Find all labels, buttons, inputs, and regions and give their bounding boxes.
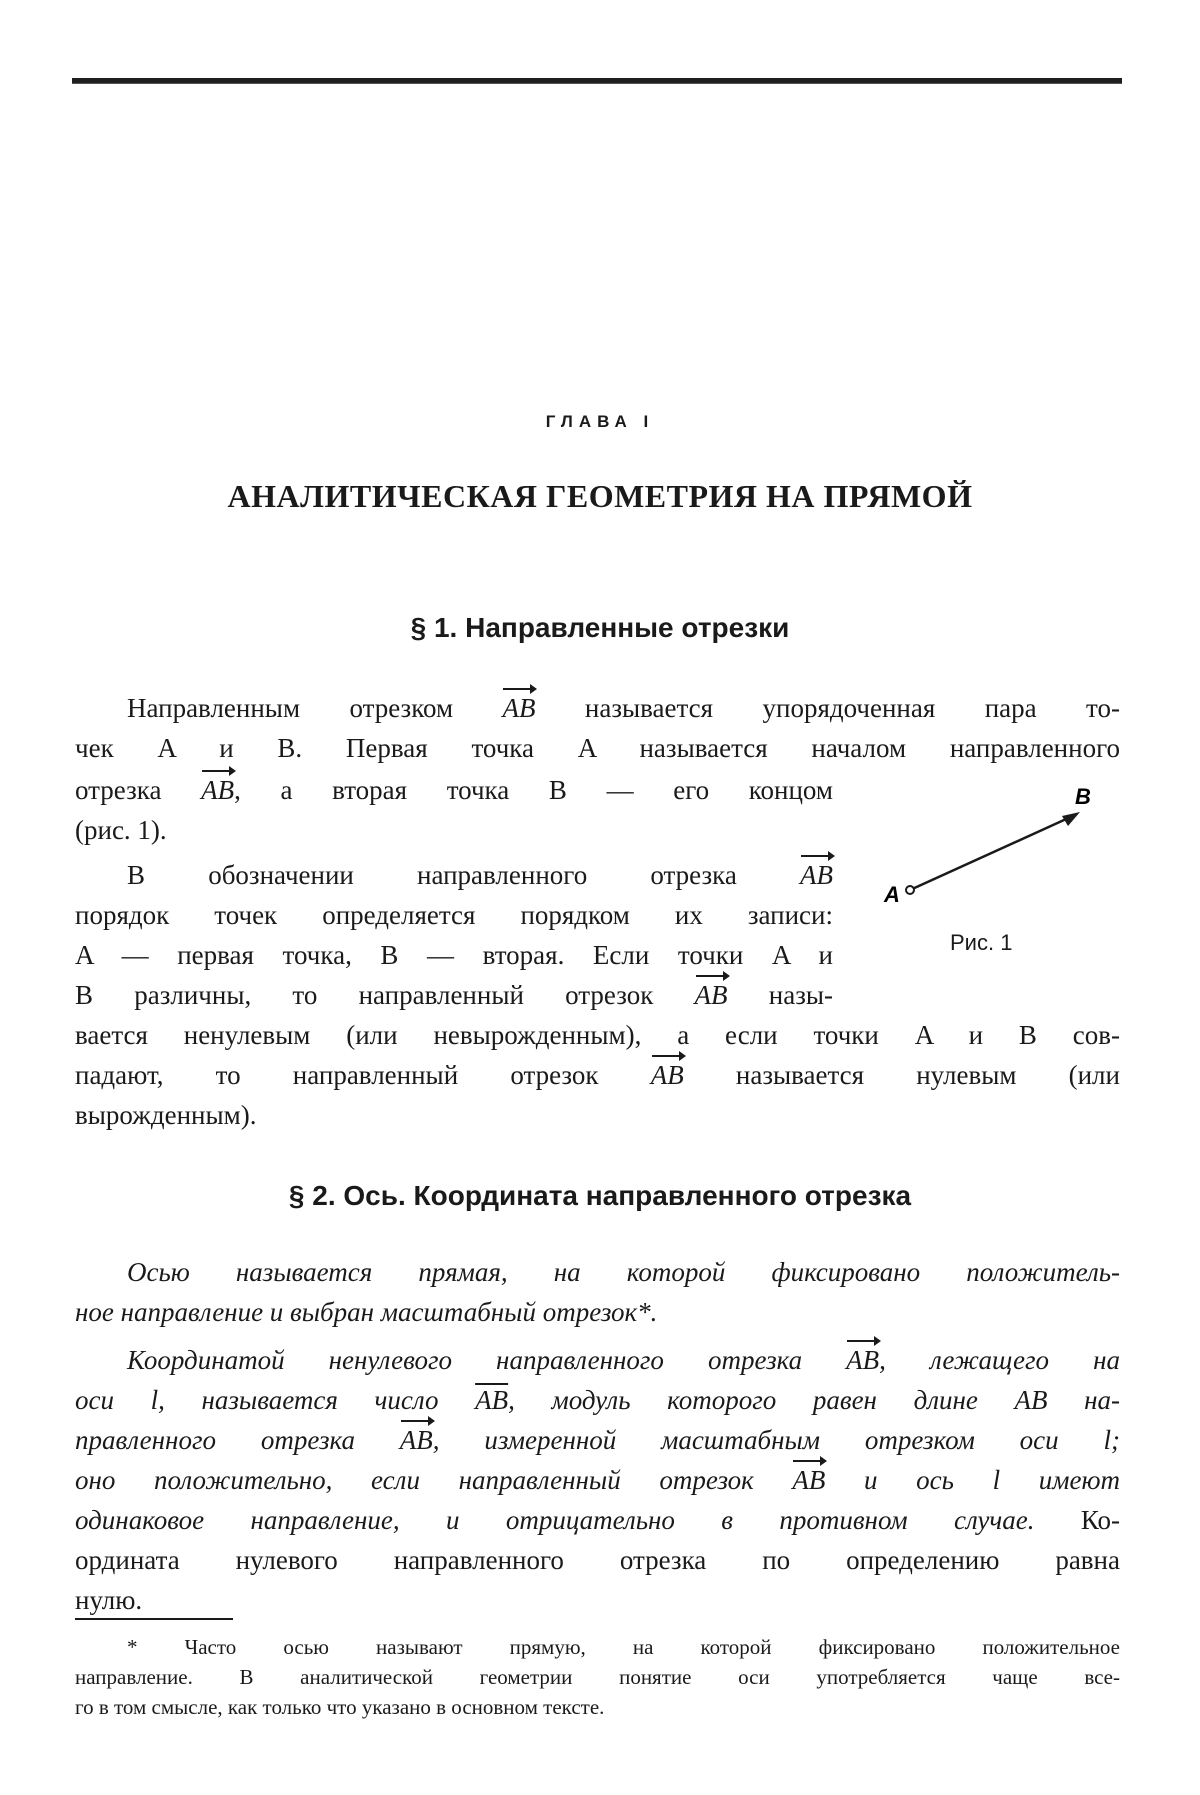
text-line: Направленным отрезком AB называется упорядоченная пара то- (75, 688, 1120, 728)
text-line: ное направление и выбран масштабный отрезок*. (75, 1297, 658, 1327)
text-line: вается ненулевым (или невырожденным), а если точки A и B сов- (75, 1020, 1120, 1050)
text-line: отрезка AB, а вторая точка B — его концом (75, 770, 833, 810)
top-rule (72, 78, 1122, 84)
text-line: В обозначении направленного отрезка AB (75, 855, 833, 895)
chapter-title: АНАЛИТИЧЕСКАЯ ГЕОМЕТРИЯ НА ПРЯМОЙ (227, 478, 973, 514)
arrow-head-icon (1062, 812, 1080, 826)
text-line: Координатой ненулевого направленного отрезка AB, лежащего на (75, 1340, 1120, 1380)
section-1-paragraph-2-cont (75, 1015, 1120, 1135)
section-1-paragraph-1 (75, 688, 1120, 768)
vector-ab: AB (792, 1460, 825, 1500)
vector-ab: AB (800, 855, 833, 895)
text-line: оно положительно, если направленный отрезок AB и ось l имеют (75, 1460, 1120, 1500)
vector-ab: AB (651, 1055, 684, 1095)
section-1-heading: § 1. Направленные отрезки (410, 612, 790, 643)
section-2-heading: § 2. Ось. Координата направленного отрезка (288, 1180, 912, 1211)
figure-1-caption: Рис. 1 (950, 930, 1013, 955)
vector-ab: AB (846, 1340, 879, 1380)
point-b-label: B (1075, 784, 1091, 809)
text-line: падают, то направленный отрезок AB называется нулевым (или (75, 1055, 1120, 1095)
vector-ab: AB (201, 770, 234, 810)
section-1-paragraph-1-cont (75, 770, 833, 850)
text-line: Осью называется прямая, на которой фиксировано положитель- (127, 1257, 1120, 1287)
text-line: чек A и B. Первая точка A называется началом направленного (75, 733, 1120, 763)
footnote-rule (75, 1618, 233, 1620)
text-line: B различны, то направленный отрезок AB назы- (75, 975, 833, 1015)
vector-ab: AB (400, 1420, 433, 1460)
text-line: правленного отрезка AB, измеренной масштабным отрезком оси l; (75, 1420, 1120, 1460)
text-line: оси l, называется число $\overline{AB}$, модуль которого равен длине AB на- (75, 1385, 1120, 1415)
point-a-circle (906, 886, 914, 894)
section-1-paragraph-2 (75, 855, 833, 1015)
footnote (75, 1632, 1120, 1722)
vector-ab: AB (695, 975, 728, 1015)
vector-line (910, 815, 1075, 890)
footnote-line: направление. В аналитической геометрии понятие оси употребляется чаще все- (75, 1665, 1120, 1689)
coordinate-ab: $\overline{AB}$ (475, 1385, 509, 1415)
section-2-paragraph-2 (75, 1340, 1120, 1620)
text-line: A — первая точка, B — вторая. Если точки A и (75, 940, 833, 970)
footnote-line: * Часто осью называют прямую, на которой фиксировано положительное (127, 1635, 1120, 1659)
section-2-paragraph-1 (75, 1252, 1120, 1332)
text-line: вырожденным). (75, 1100, 257, 1130)
vector-ab: AB (502, 688, 535, 728)
chapter-label: ГЛАВА I (545, 412, 655, 431)
text-line: (рис. 1). (75, 815, 167, 845)
text-line: одинаковое направление, и отрицательно в противном случае. Ко- (75, 1505, 1120, 1535)
text-line: порядок точек определяется порядком их записи: (75, 900, 833, 930)
footnote-line: го в том смысле, как только что указано в основном тексте. (75, 1695, 605, 1719)
text-line: нулю. (75, 1585, 143, 1615)
point-a-label: A (884, 882, 900, 907)
text-line: ордината нулевого направленного отрезка по определению равна (75, 1545, 1120, 1575)
